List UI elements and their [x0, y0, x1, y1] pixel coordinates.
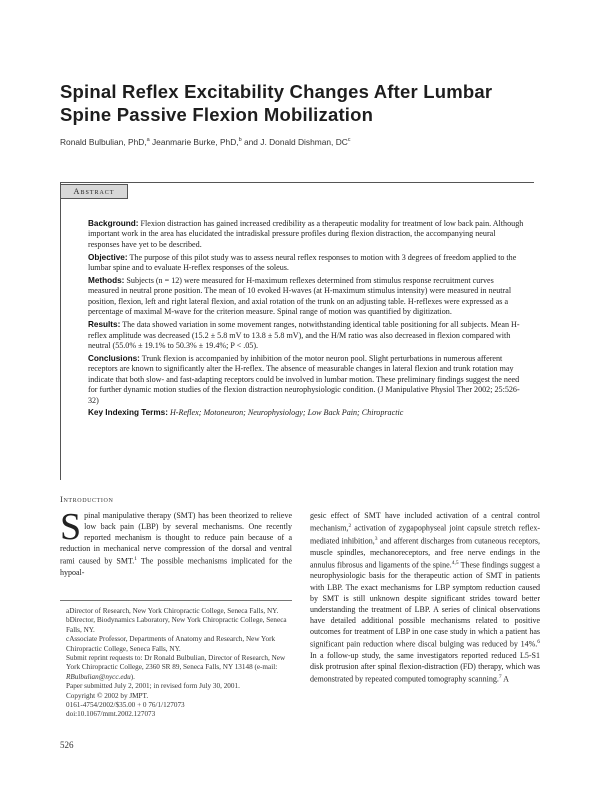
conclusions-text: Trunk flexion is accompanied by inhibition of the motor neuron pool. Slight perturbations in numerous afferent receptors are known to significantly alter the H-reflex. The absence of measurable changes in lateral flexion and trunk rotation may indicate that both slow- and fast-adapting receptors could be involved in lumbar motion. These preliminary findings suggest the need for further dynamic motion studies of the flexion distraction neurophysiologic condition. (J Manipulative Physiol Ther 2002; 25:526-32) — [88, 353, 520, 405]
right-text-4: These findings suggest a neurophysiologic basis for the therapeutic action of SMT in patients with LBP. The exact mechanisms for LBP symptom reduction caused by SMT is still unknown despite significant strides toward better understanding the treatment of LBP. A series of clinical observations have detailed additional possible mechanisms related to positive outcomes for treatment of LBP in one case study in which a patient has significant pain reduction where discal bulging was reduced by 14%. — [310, 560, 540, 649]
abstract-results — [88, 320, 526, 351]
background-label: Background: — [88, 219, 139, 228]
keywords-text: H-Reflex; Motoneuron; Neurophysiology; Low Back Pain; Chiropractic — [167, 408, 404, 418]
citation-3: 3 — [374, 535, 378, 542]
methods-label: Methods: — [88, 276, 125, 286]
footnote-a: aDirector of Research, New York Chiropractic College, Seneca Falls, NY. — [66, 607, 279, 615]
article-title — [60, 80, 560, 126]
doi-line: doi:10.1067/mmt.2002.127073 — [66, 710, 156, 719]
drop-cap: S — [60, 506, 82, 548]
keywords-label: Key Indexing Terms: — [88, 408, 168, 418]
reprint-text: Submit reprint requests to: Dr Ronald Bulbulian, Director of Research, New York Chiropractic College, 2360 SR 89, Seneca Falls, NY 13148 (e-mail: — [66, 654, 286, 672]
abstract-conclusions — [88, 354, 526, 406]
citation-4-5: 4,5 — [451, 559, 459, 566]
abstract-background — [88, 219, 526, 250]
objective-label: Objective: — [88, 252, 128, 262]
page-number: 526 — [60, 740, 74, 750]
intro-text-1: pinal manipulative therapy (SMT) has been theorized to relieve low back pain (LBP) by several mechanisms. One recently reported mechanism is thought to reduce pain because of a reduction in mechanical nerve compression of the dorsal and ventral rami caused by SMT. — [60, 511, 292, 567]
author-3: and J. Donald Dishman, DC — [241, 137, 348, 147]
results-label: Results: — [88, 320, 121, 330]
intro-text-2: The possible mechanisms implicated for the hypoal- — [60, 557, 292, 578]
issn-line: 0161-4754/2002/$35.00 + 0 76/1/127073 — [66, 701, 185, 710]
author-2: Jeanmarie Burke, PhD, — [149, 137, 239, 147]
right-text-1: gesic effect of SMT have included activation of a central control mechanism, — [310, 511, 540, 533]
author-list — [60, 137, 560, 147]
affiliation-footnotes — [60, 600, 292, 720]
right-text-5: In a follow-up study, the same investigators reported reduced L5-S1 disk protrusion after spinal flexion-distraction (FD) therapy, which was demonstrated by repeated computed tomography scanning. — [310, 650, 540, 684]
right-text-6: A — [501, 674, 509, 684]
reprint-end: ). — [130, 672, 135, 681]
footnote-c: cAssociate Professor, Departments of Anatomy and Research, New York Chiropractic College, Seneca Falls, NY. — [66, 635, 276, 653]
abstract-keywords — [88, 408, 526, 418]
right-text-2: activation of zygapophyseal joint capsule stretch reflex-mediated inhibition, — [310, 523, 540, 546]
author-email: RBulbulian@nycc.edu — [66, 672, 131, 681]
author-1: Ronald Bulbulian, PhD, — [60, 137, 147, 147]
author-2-affiliation: b — [238, 137, 242, 144]
section-heading-introduction: Introduction — [60, 494, 114, 504]
abstract-label: Abstract — [60, 184, 128, 199]
title-line-1: Spinal Reflex Excitability Changes After Lumbar — [60, 81, 493, 102]
citation-7: 7 — [498, 673, 502, 680]
reprint-request — [60, 654, 292, 682]
abstract-objective — [88, 253, 526, 274]
abstract-body — [88, 219, 526, 421]
objective-text: The purpose of this pilot study was to assess neural reflex responses to motion with 3 degrees of freedom applied to the lumbar spine and to evaluate H-reflex responses of the soleus. — [88, 252, 517, 273]
right-text-3: and afferent discharges from cutaneous receptors, muscle spindles, mechanoreceptors, and free nerve endings in the annulus fibrosus and ligaments of the spine. — [310, 536, 541, 570]
conclusions-label: Conclusions: — [88, 353, 140, 363]
author-1-affiliation: a — [146, 137, 150, 144]
footnote-b: bDirector, Biodynamics Laboratory, New York Chiropractic College, Seneca Falls, NY. — [66, 616, 287, 634]
copyright-notice: Copyright © 2002 by JMPT. — [66, 691, 149, 700]
author-3-affiliation: c — [347, 137, 351, 144]
submission-dates: Paper submitted July 2, 2001; in revised form July 30, 2001. — [66, 682, 240, 691]
body-column-left — [60, 506, 292, 578]
citation-6: 6 — [537, 639, 540, 645]
title-line-2: Spine Passive Flexion Mobilization — [60, 104, 374, 125]
citation-1: 1 — [134, 556, 138, 563]
results-text: The data showed variation in some movement ranges, notwithstanding identical table positioning for all subjects. Mean H-reflex amplitude was decreased (15.2 ± 5.8 mV to 13.8 ± 5.8 mV), and the H/M ratio was also decreased in flexion compared with neutral (55.0% ± 19.1% to 50.3% ± 19.4%; P < .05). — [88, 320, 520, 350]
methods-text: Subjects (n = 12) were measured for H-maximum reflexes determined from stimulus response recruitment curves measured in neutral prone position. The mean of 10 evoked H-waves (at H-maximum stimulus intensity) were measured in neutral position, flexion, left and right lateral flexion, and axial rotation of the trunk on an adjusting table. H-reflexes were expressed as a percentage of maximal M-wave for the criterion measure. Spinal range of motion was quantified by digitization. — [88, 276, 512, 317]
body-column-right — [310, 510, 540, 685]
abstract-methods — [88, 276, 526, 318]
citation-2: 2 — [348, 523, 352, 530]
background-text: Flexion distraction has gained increased credibility as a therapeutic modality for treatment of low back pain. Although important work in the area has elucidated the intradiskal pressure profiles during flexion distraction, the accompanying neural responses have yet to be described. — [88, 219, 524, 249]
